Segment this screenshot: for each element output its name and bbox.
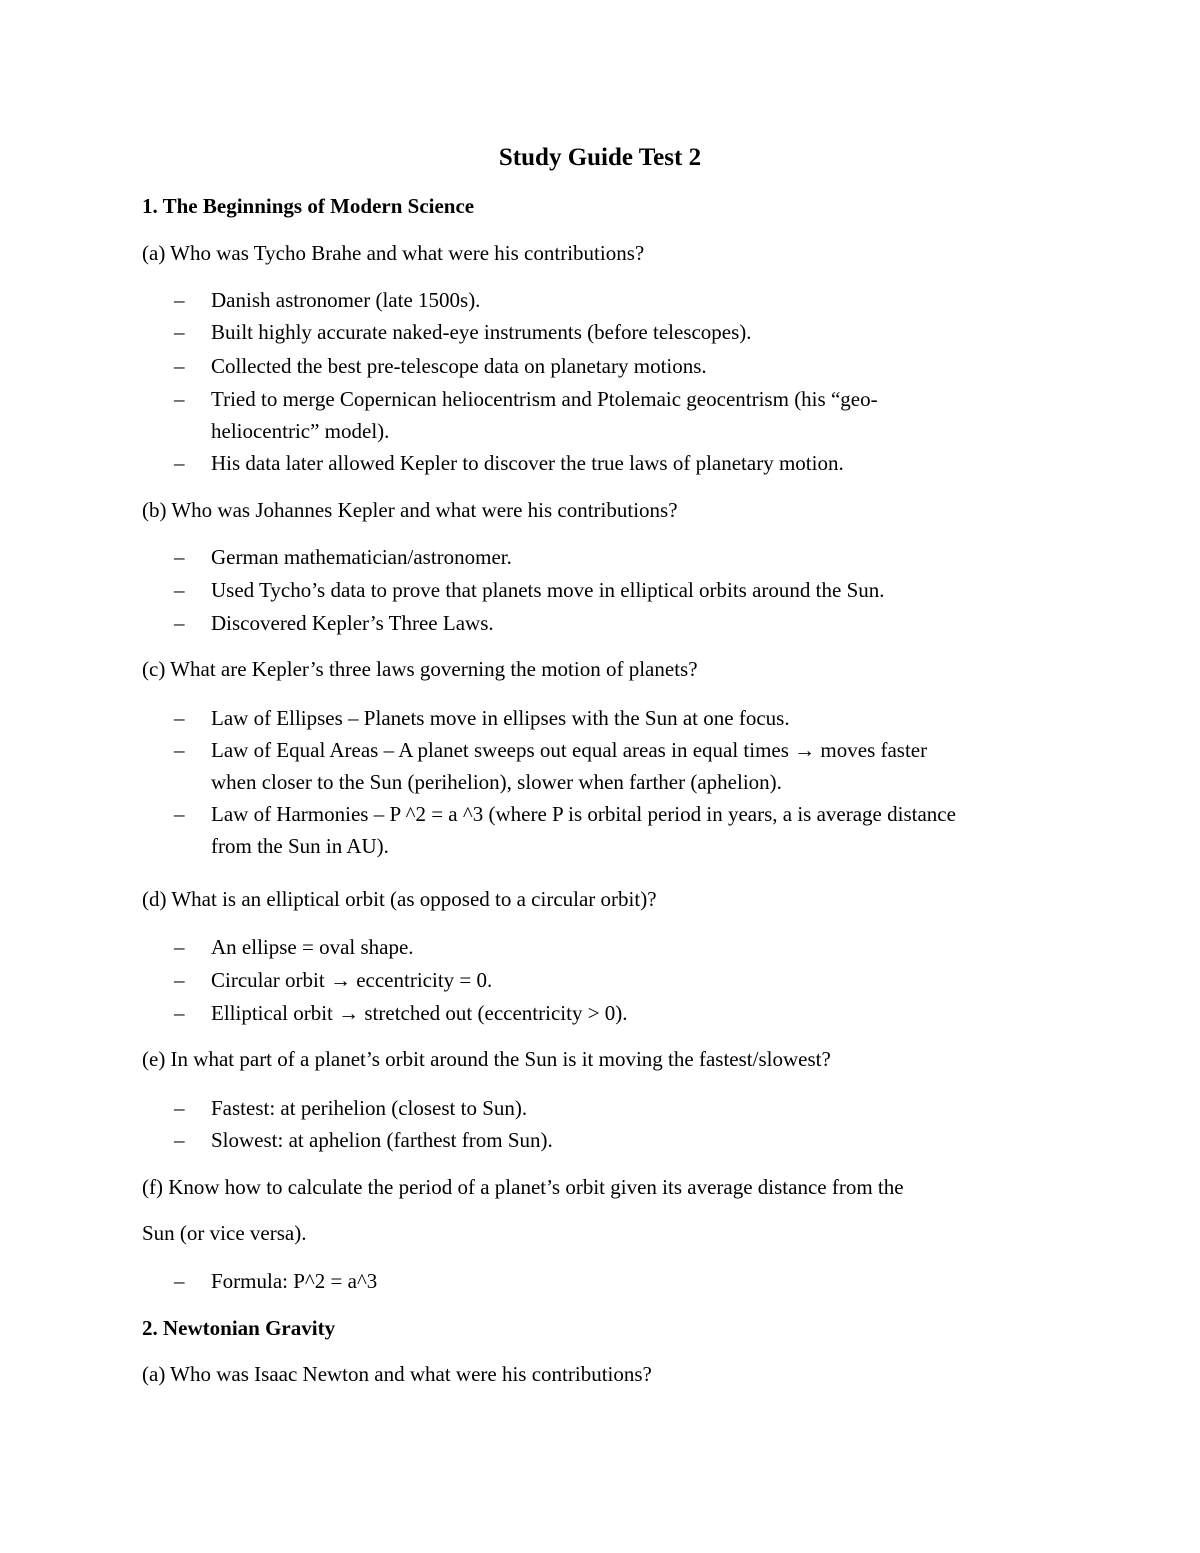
bullet-item: Danish astronomer (late 1500s).: [211, 288, 481, 312]
bullet-item: Law of Harmonies – P ^2 = a ^3 (where P is orbital period in years, a is average distance: [211, 802, 956, 826]
bullet-dash: –: [174, 545, 185, 569]
bullet-item: Law of Ellipses – Planets move in ellipses with the Sun at one focus.: [211, 706, 790, 730]
bullet-item: Law of Equal Areas – A planet sweeps out equal areas in equal times → moves faster: [211, 738, 928, 762]
bullet-item: Circular orbit → eccentricity = 0.: [211, 968, 493, 992]
bullet-dash: –: [174, 738, 185, 762]
bullet-item: An ellipse = oval shape.: [211, 935, 414, 959]
bullet-dash: –: [174, 451, 185, 475]
bullet-dash: –: [174, 354, 185, 378]
bullet-item: Discovered Kepler’s Three Laws.: [211, 611, 494, 635]
bullet-dash: –: [174, 1128, 185, 1152]
bullet-item-continued: when closer to the Sun (perihelion), slower when farther (aphelion).: [211, 770, 782, 794]
bullet-item: Slowest: at aphelion (farthest from Sun).: [211, 1128, 553, 1152]
question-a: (a) Who was Tycho Brahe and what were his contributions?: [142, 241, 645, 265]
question-d: (d) What is an elliptical orbit (as opposed to a circular orbit)?: [142, 887, 657, 911]
bullet-dash: –: [174, 387, 185, 411]
bullet-item: Formula: P^2 = a^3: [211, 1269, 378, 1293]
bullet-item: Collected the best pre-telescope data on planetary motions.: [211, 354, 707, 378]
section-heading: 2. Newtonian Gravity: [142, 1316, 336, 1340]
question-c: (c) What are Kepler’s three laws governing the motion of planets?: [142, 657, 698, 681]
question-f: (f) Know how to calculate the period of a planet’s orbit given its average distance from the: [142, 1175, 904, 1199]
bullet-item: Tried to merge Copernican heliocentrism and Ptolemaic geocentrism (his “geo-: [211, 387, 878, 411]
bullet-dash: –: [174, 935, 185, 959]
bullet-item: His data later allowed Kepler to discover the true laws of planetary motion.: [211, 451, 844, 475]
bullet-dash: –: [174, 1001, 185, 1025]
bullet-item: Elliptical orbit → stretched out (eccentricity > 0).: [211, 1001, 628, 1025]
bullet-dash: –: [174, 706, 185, 730]
bullet-item: Fastest: at perihelion (closest to Sun).: [211, 1096, 528, 1120]
bullet-item: Built highly accurate naked-eye instruments (before telescopes).: [211, 320, 752, 344]
question-a: (a) Who was Isaac Newton and what were his contributions?: [142, 1362, 652, 1386]
bullet-item-continued: heliocentric” model).: [211, 419, 390, 443]
question-e: (e) In what part of a planet’s orbit around the Sun is it moving the fastest/slowest?: [142, 1047, 831, 1071]
bullet-dash: –: [174, 968, 185, 992]
bullet-dash: –: [174, 320, 185, 344]
bullet-dash: –: [174, 1269, 185, 1293]
question-b: (b) Who was Johannes Kepler and what were his contributions?: [142, 498, 678, 522]
bullet-dash: –: [174, 1096, 185, 1120]
section-heading: 1. The Beginnings of Modern Science: [142, 194, 475, 218]
bullet-dash: –: [174, 288, 185, 312]
bullet-dash: –: [174, 611, 185, 635]
bullet-dash: –: [174, 578, 185, 602]
bullet-item-continued: from the Sun in AU).: [211, 834, 389, 858]
bullet-dash: –: [174, 802, 185, 826]
question-f-continued: Sun (or vice versa).: [142, 1221, 307, 1245]
bullet-item: Used Tycho’s data to prove that planets move in elliptical orbits around the Sun.: [211, 578, 885, 602]
page-title: Study Guide Test 2: [498, 144, 702, 171]
bullet-item: German mathematician/astronomer.: [211, 545, 512, 569]
